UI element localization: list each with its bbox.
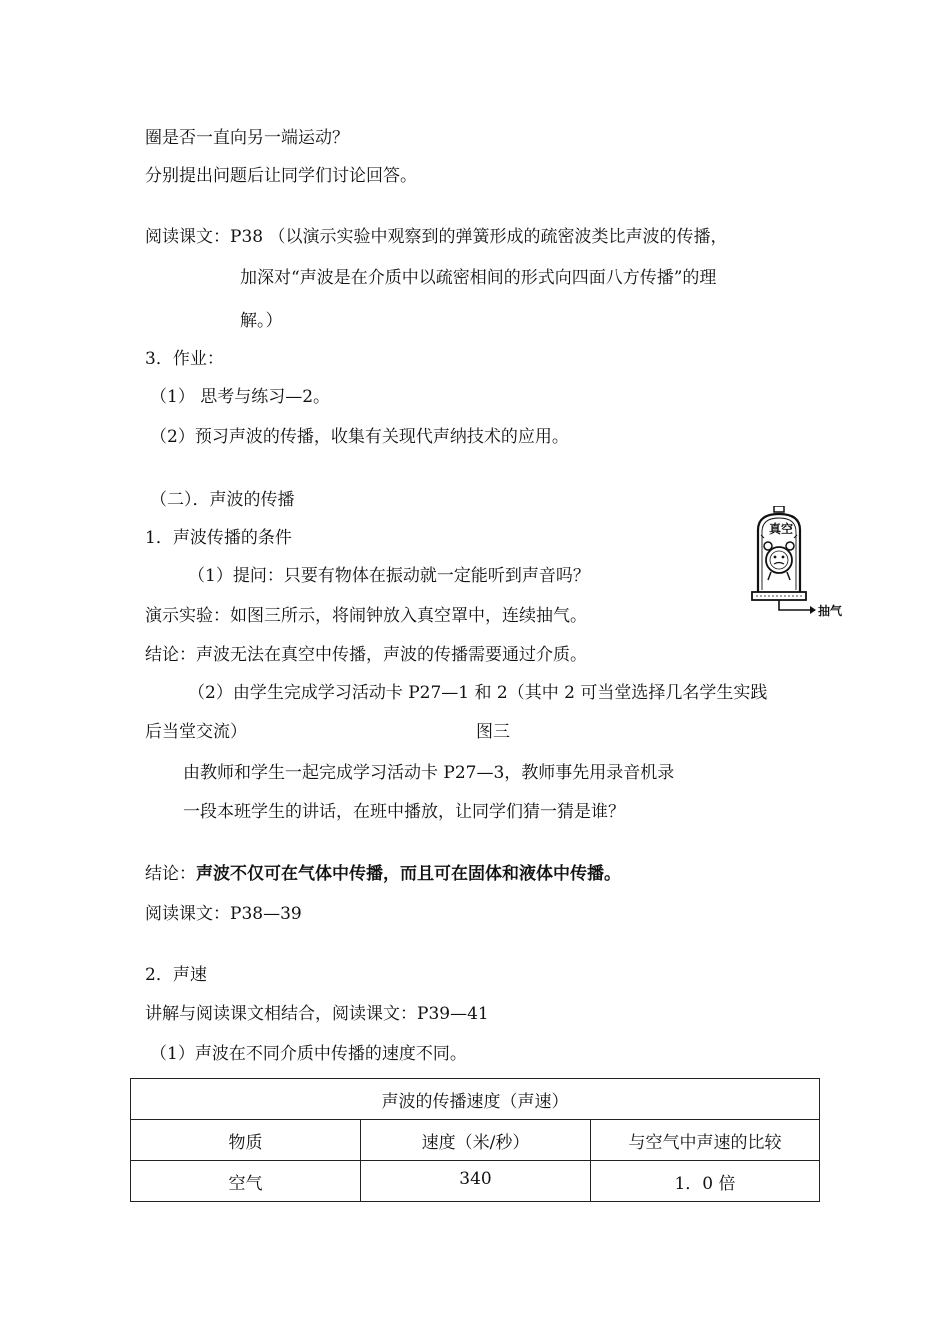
- text-line: 加深对“声波是在介质中以疏密相间的形式向四面八方传播”的理: [240, 268, 717, 288]
- table-title: 声波的传播速度（声速）: [131, 1079, 820, 1120]
- section-heading: 2．声速: [145, 965, 207, 985]
- text-line: （1） 思考与练习—2。: [150, 387, 331, 407]
- vacuum-label: 真空: [769, 522, 794, 536]
- text-line: （2）预习声波的传播，收集有关现代声纳技术的应用。: [150, 427, 569, 447]
- table-cell: 340: [361, 1161, 591, 1202]
- text-line: 分别提出问题后让同学们讨论回答。: [145, 166, 417, 186]
- text-line: 阅读课文：P38 （以演示实验中观察到的弹簧形成的疏密波类比声波的传播，: [145, 227, 728, 247]
- text-line: 阅读课文：P38—39: [145, 904, 302, 924]
- table-header: 物质: [131, 1120, 361, 1161]
- text-line: 圈是否一直向另一端运动？: [145, 128, 349, 148]
- text-line: 解。）: [240, 311, 283, 331]
- text-line: 讲解与阅读课文相结合，阅读课文：P39—41: [145, 1004, 489, 1024]
- conclusion-text: 声波不仅可在气体中传播，而且可在固体和液体中传播。: [196, 864, 621, 884]
- table-header-row: [131, 1120, 820, 1161]
- conclusion-line: [145, 863, 621, 885]
- text-line: （2）由学生完成学习活动卡 P27—1 和 2（其中 2 可当堂选择几名学生实践: [188, 683, 768, 703]
- text-line: 演示实验：如图三所示，将闹钟放入真空罩中，连续抽气。: [145, 606, 587, 626]
- section-heading: （二）．声波的传播: [150, 490, 295, 510]
- text-line: （1）提问：只要有物体在振动就一定能听到声音吗？: [188, 566, 590, 586]
- conclusion-label: 结论：: [145, 864, 196, 884]
- text-line: 一段本班学生的讲话，在班中播放，让同学们猜一猜是谁？: [183, 802, 625, 822]
- section-heading: 1．声波传播的条件: [145, 528, 292, 548]
- sound-speed-table: [130, 1078, 820, 1202]
- table-header: 与空气中声速的比较: [591, 1120, 820, 1161]
- table-header: 速度（米/秒）: [361, 1120, 591, 1161]
- text-line: 后当堂交流）: [145, 722, 247, 742]
- pump-label: 抽气: [818, 604, 843, 618]
- table-row: [131, 1161, 820, 1202]
- section-heading: 3．作业：: [145, 349, 224, 369]
- table-cell: 1．0 倍: [591, 1161, 820, 1202]
- vacuum-bell-jar-figure: [748, 506, 848, 624]
- figure-caption: 图三: [476, 722, 510, 742]
- text-line: 结论：声波无法在真空中传播，声波的传播需要通过介质。: [145, 645, 587, 665]
- table-cell: 空气: [131, 1161, 361, 1202]
- text-line: （1）声波在不同介质中传播的速度不同。: [150, 1044, 467, 1064]
- text-line: 由教师和学生一起完成学习活动卡 P27—3，教师事先用录音机录: [183, 763, 675, 783]
